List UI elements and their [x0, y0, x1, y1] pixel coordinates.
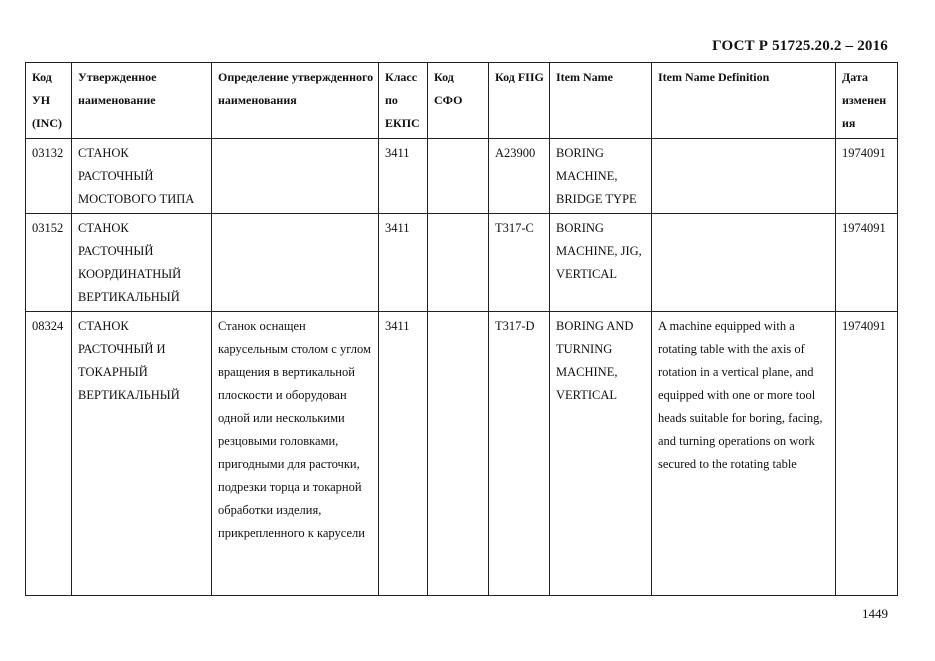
- cell-date: 1974091: [836, 214, 898, 312]
- page-number: 1449: [862, 606, 888, 621]
- col-header-sfo: Код СФО: [428, 63, 489, 139]
- cell-definition: Станок оснащен карусельным столом с углом вращения в вертикальной плоскости и оборудован одной или несколькими резцовыми головками, пригодными для расточки, подрезки торца и токарной обработки изделия, прикрепленного к карусели: [212, 312, 379, 596]
- standard-designation: ГОСТ Р 51725.20.2 – 2016: [712, 38, 888, 54]
- cell-class: 3411: [379, 214, 428, 312]
- col-header-inc: Код УН (INC): [26, 63, 72, 139]
- col-header-fiig: Код FIIG: [489, 63, 550, 139]
- cell-sfo: [428, 312, 489, 596]
- cell-fiig: T317-D: [489, 312, 550, 596]
- cell-date: 1974091: [836, 139, 898, 214]
- item-name-table: [25, 62, 898, 596]
- table-row: [26, 312, 898, 596]
- cell-class: 3411: [379, 312, 428, 596]
- cell-approved-name: СТАНОК РАСТОЧНЫЙ МОСТОВОГО ТИПА: [72, 139, 212, 214]
- cell-item-definition: [652, 139, 836, 214]
- cell-definition: [212, 139, 379, 214]
- col-header-approved-name: Утвержденное наименование: [72, 63, 212, 139]
- cell-sfo: [428, 214, 489, 312]
- table-row: [26, 139, 898, 214]
- cell-inc: 03152: [26, 214, 72, 312]
- cell-item-definition: [652, 214, 836, 312]
- cell-sfo: [428, 139, 489, 214]
- table-row: [26, 214, 898, 312]
- cell-item-name: BORING AND TURNING MACHINE, VERTICAL: [550, 312, 652, 596]
- col-header-class: Класс по ЕКПС: [379, 63, 428, 139]
- col-header-date: Дата изменен ия: [836, 63, 898, 139]
- cell-fiig: A23900: [489, 139, 550, 214]
- cell-approved-name: СТАНОК РАСТОЧНЫЙ И ТОКАРНЫЙ ВЕРТИКАЛЬНЫЙ: [72, 312, 212, 596]
- cell-class: 3411: [379, 139, 428, 214]
- table-header-row: [26, 63, 898, 139]
- cell-date: 1974091: [836, 312, 898, 596]
- col-header-item-definition: Item Name Definition: [652, 63, 836, 139]
- cell-item-definition: A machine equipped with a rotating table with the axis of rotation in a vertical plane, and equipped with one or more tool heads suitable for boring, facing, and turning operations on work secured to the rotating table: [652, 312, 836, 596]
- cell-item-name: BORING MACHINE, BRIDGE TYPE: [550, 139, 652, 214]
- cell-inc: 03132: [26, 139, 72, 214]
- cell-item-name: BORING MACHINE, JIG, VERTICAL: [550, 214, 652, 312]
- cell-definition: [212, 214, 379, 312]
- col-header-definition: Определение утвержденного наименования: [212, 63, 379, 139]
- cell-fiig: T317-C: [489, 214, 550, 312]
- col-header-item-name: Item Name: [550, 63, 652, 139]
- cell-inc: 08324: [26, 312, 72, 596]
- cell-approved-name: СТАНОК РАСТОЧНЫЙ КООРДИНАТНЫЙ ВЕРТИКАЛЬНЫЙ: [72, 214, 212, 312]
